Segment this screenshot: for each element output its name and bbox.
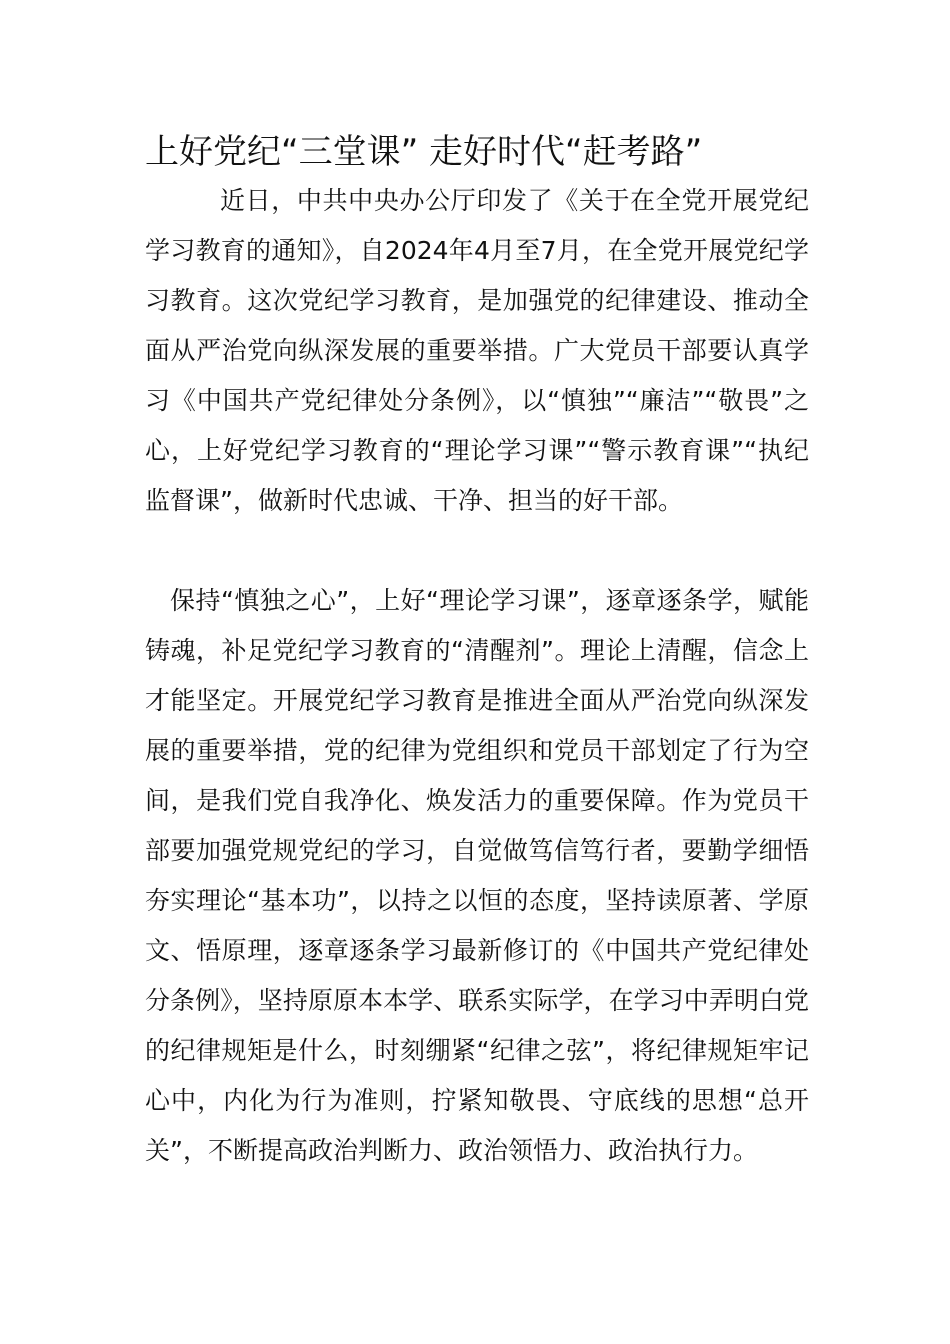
document-title: 上好党纪“三堂课” 走好时代“赶考路”	[145, 132, 703, 172]
paragraph-1: 近日，中共中央办公厅印发了《关于在全党开展党纪学习教育的通知》，自2024年4月至7月，在全党开展党纪学习教育。这次党纪学习教育，是加强党的纪律建设、推动全面从严治党向纵深发展的重要举措。广大党员干部要认真学习《中国共产党纪律处分条例》，以“慎独”“廉洁”“敬畏”之心，上好党纪学习教育的“理论学习课”“警示教育课”“执纪监督课”，做新时代忠诚、干净、担当的好干部。	[145, 186, 809, 515]
paragraph-2: 保持“慎独之心”，上好“理论学习课”，逐章逐条学，赋能铸魂，补足党纪学习教育的“清醒剂”。理论上清醒，信念上才能坚定。开展党纪学习教育是推进全面从严治党向纵深发展的重要举措，党的纪律为党组织和党员干部划定了行为空间，是我们党自我净化、焕发活力的重要保障。作为党员干部要加强党规党纪的学习，自觉做笃信笃行者，要勤学细悟夯实理论“基本功”，以持之以恒的态度，坚持读原著、学原文、悟原理，逐章逐条学习最新修订的《中国共产党纪律处分条例》，坚持原原本本学、联系实际学，在学习中弄明白党的纪律规矩是什么，时刻绷紧“纪律之弦”，将纪律规矩牢记心中，内化为行为准则，拧紧知敬畏、守底线的思想“总开关”，不断提高政治判断力、政治领悟力、政治执行力。	[145, 586, 809, 1165]
